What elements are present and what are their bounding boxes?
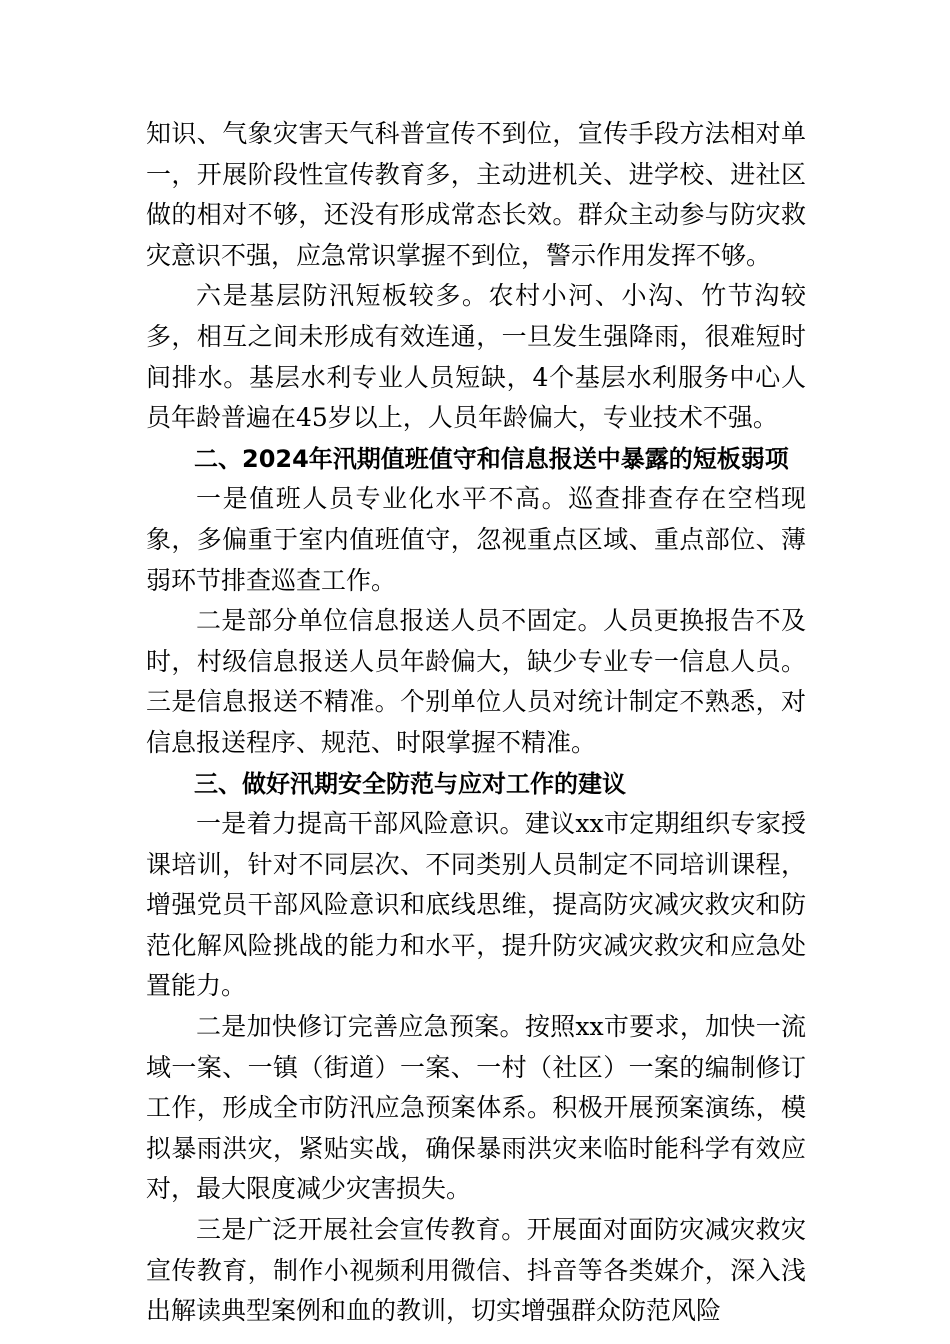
- paragraph-info-reporting: 二是部分单位信息报送人员不固定。人员更换报告不及时，村级信息报送人员年龄偏大，缺少专业专一信息人员。三是信息报送不精准。个别单位人员对统计制定不熟悉，对信息报送程序、规范、时限掌握不精准。: [146, 606, 806, 757]
- paragraph-duty-staff: 一是值班人员专业化水平不高。巡查排查存在空档现象，多偏重于室内值班值守，忽视重点区域、重点部位、薄弱环节排查巡查工作。: [146, 484, 806, 595]
- paragraph-grassroots-flood-control: 六是基层防汛短板较多。农村小河、小沟、竹节沟较多，相互之间未形成有效连通，一旦发生强降雨，很难短时间排水。基层水利专业人员短缺，4个基层水利服务中心人员年龄普遍在45岁以上，人员年龄偏大，专业技术不强。: [146, 281, 806, 433]
- paragraph-publicity-continued: 知识、气象灾害天气科普宣传不到位，宣传手段方法相对单一，开展阶段性宣传教育多，主动进机关、进学校、进社区做的相对不够，还没有形成常态长效。群众主动参与防灾救灾意识不强，应急常识掌握不到位，警示作用发挥不够。: [146, 119, 806, 270]
- section-heading-2: 二、2024年汛期值班值守和信息报送中暴露的短板弱项: [194, 444, 789, 473]
- document-page: [146, 114, 806, 1332]
- paragraph-risk-awareness: 一是着力提高干部风险意识。建议xx市定期组织专家授课培训，针对不同层次、不同类别人员制定不同培训课程，增强党员干部风险意识和底线思维，提高防灾减灾救灾和防范化解风险挑战的能力和水平，提升防灾减灾救灾和应急处置能力。: [146, 809, 806, 1001]
- paragraph-emergency-plans: 二是加快修订完善应急预案。按照xx市要求，加快一流域一案、一镇（街道）一案、一村（社区）一案的编制修订工作，形成全市防汛应急预案体系。积极开展预案演练，模拟暴雨洪灾，紧贴实战，确保暴雨洪灾来临时能科学有效应对，最大限度减少灾害损失。: [146, 1012, 806, 1204]
- section-heading-3: 三、做好汛期安全防范与应对工作的建议: [194, 769, 626, 798]
- paragraph-public-education: 三是广泛开展社会宣传教育。开展面对面防灾减灾救灾宣传教育，制作小视频利用微信、抖音等各类媒介，深入浅出解读典型案例和血的教训，切实增强群众防范风险: [146, 1215, 806, 1326]
